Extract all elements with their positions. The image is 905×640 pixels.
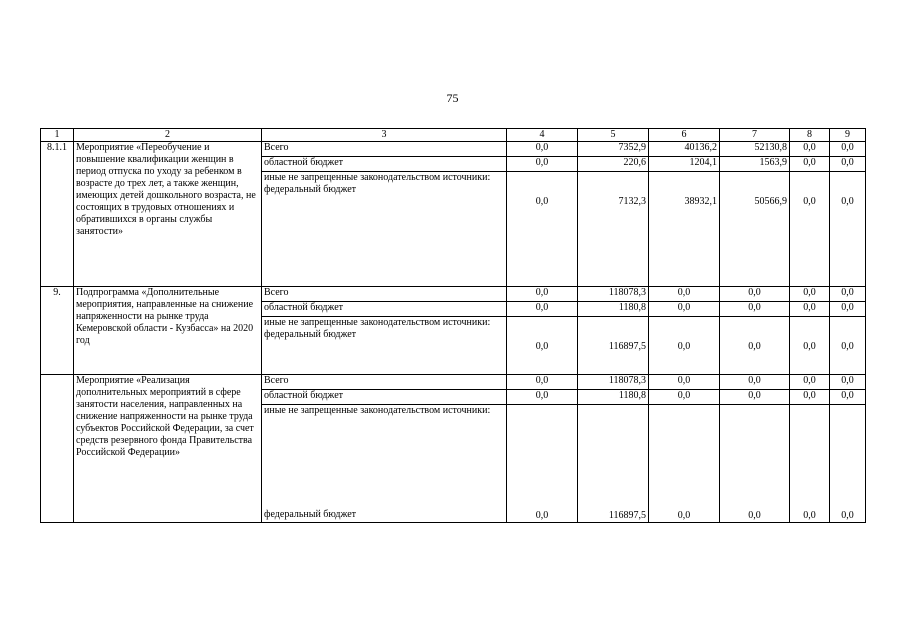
value-cell: 0,0 [507, 287, 578, 302]
value-cell: 0,0 [830, 405, 866, 523]
value-cell: 7352,9 [578, 142, 649, 157]
value-cell: 0,0 [507, 157, 578, 172]
source-label: федеральный бюджет [264, 329, 357, 340]
value-cell: 116897,5 [578, 405, 649, 523]
value-cell: 0,0 [790, 157, 830, 172]
value-cell: 1180,8 [578, 302, 649, 317]
page-number: 75 [446, 91, 459, 105]
source-intro: иные не запрещенные законодательством источники: [264, 405, 491, 416]
value-cell: 0,0 [830, 142, 866, 157]
header-cell: 8 [790, 129, 830, 142]
source-label: областной бюджет [262, 157, 507, 172]
value-cell: 0,0 [830, 172, 866, 287]
header-cell: 7 [720, 129, 790, 142]
row-code [41, 375, 74, 523]
table-row [41, 287, 866, 302]
value-cell: 0,0 [720, 405, 790, 523]
row-code: 8.1.1 [41, 142, 74, 287]
row-title: Подпрограмма «Дополнительные мероприятия, направленные на снижение напряженности на рынке труда Кемеровской области - Кузбасса» на 2020 год [74, 287, 262, 375]
value-cell: 0,0 [720, 317, 790, 375]
value-cell: 7132,3 [578, 172, 649, 287]
source-label: Всего [262, 287, 507, 302]
header-cell: 1 [41, 129, 74, 142]
value-cell: 0,0 [790, 390, 830, 405]
value-cell: 0,0 [507, 375, 578, 390]
value-cell: 0,0 [790, 172, 830, 287]
value-cell: 0,0 [790, 375, 830, 390]
header-cell: 9 [830, 129, 866, 142]
value-cell: 0,0 [507, 302, 578, 317]
value-cell: 0,0 [649, 287, 720, 302]
value-cell: 116897,5 [578, 317, 649, 375]
value-cell: 40136,2 [649, 142, 720, 157]
source-cell [262, 172, 507, 287]
source-label: Всего [262, 375, 507, 390]
value-cell: 118078,3 [578, 375, 649, 390]
row-code: 9. [41, 287, 74, 375]
value-cell: 0,0 [790, 405, 830, 523]
source-label: федеральный бюджет [264, 509, 357, 520]
header-row [41, 129, 866, 142]
table-row [41, 375, 866, 390]
value-cell: 0,0 [507, 317, 578, 375]
row-title: Мероприятие «Переобучение и повышение квалификации женщин в период отпуска по уходу за ребенком в возрасте до трех лет, а также женщин, имеющих детей дошкольного возраста, не состоящих в трудовых отношениях и обратившихся в органы службы занятости» [74, 142, 262, 287]
value-cell: 0,0 [507, 390, 578, 405]
value-cell: 0,0 [830, 317, 866, 375]
source-cell [262, 317, 507, 375]
value-cell: 0,0 [649, 390, 720, 405]
source-intro: иные не запрещенные законодательством источники: [264, 317, 491, 328]
value-cell: 0,0 [720, 390, 790, 405]
value-cell: 0,0 [507, 172, 578, 287]
value-cell: 0,0 [830, 157, 866, 172]
header-cell: 5 [578, 129, 649, 142]
value-cell: 38932,1 [649, 172, 720, 287]
value-cell: 0,0 [830, 302, 866, 317]
value-cell: 0,0 [507, 142, 578, 157]
value-cell: 0,0 [720, 375, 790, 390]
value-cell: 0,0 [720, 287, 790, 302]
row-title: Мероприятие «Реализация дополнительных мероприятий в сфере занятости населения, направленных на снижение напряженности на рынке труда субъектов Российской Федерации, за счет средств резервного фонда Правительства Российской Федерации» [74, 375, 262, 523]
value-cell: 50566,9 [720, 172, 790, 287]
header-cell: 3 [262, 129, 507, 142]
value-cell: 0,0 [649, 405, 720, 523]
value-cell: 0,0 [830, 375, 866, 390]
header-cell: 2 [74, 129, 262, 142]
value-cell: 0,0 [790, 287, 830, 302]
value-cell: 1180,8 [578, 390, 649, 405]
source-cell [262, 405, 507, 523]
budget-table [40, 128, 866, 523]
source-label: Всего [262, 142, 507, 157]
value-cell: 0,0 [790, 317, 830, 375]
value-cell: 52130,8 [720, 142, 790, 157]
source-label: областной бюджет [262, 390, 507, 405]
value-cell: 0,0 [649, 302, 720, 317]
value-cell: 0,0 [507, 405, 578, 523]
value-cell: 0,0 [830, 287, 866, 302]
table-row [41, 142, 866, 157]
value-cell: 220,6 [578, 157, 649, 172]
value-cell: 0,0 [790, 302, 830, 317]
value-cell: 0,0 [649, 317, 720, 375]
source-label: областной бюджет [262, 302, 507, 317]
value-cell: 0,0 [649, 375, 720, 390]
value-cell: 1204,1 [649, 157, 720, 172]
header-cell: 4 [507, 129, 578, 142]
source-label: федеральный бюджет [264, 184, 357, 195]
source-intro: иные не запрещенные законодательством источники: [264, 172, 491, 183]
value-cell: 0,0 [830, 390, 866, 405]
value-cell: 0,0 [790, 142, 830, 157]
value-cell: 118078,3 [578, 287, 649, 302]
header-cell: 6 [649, 129, 720, 142]
value-cell: 1563,9 [720, 157, 790, 172]
value-cell: 0,0 [720, 302, 790, 317]
